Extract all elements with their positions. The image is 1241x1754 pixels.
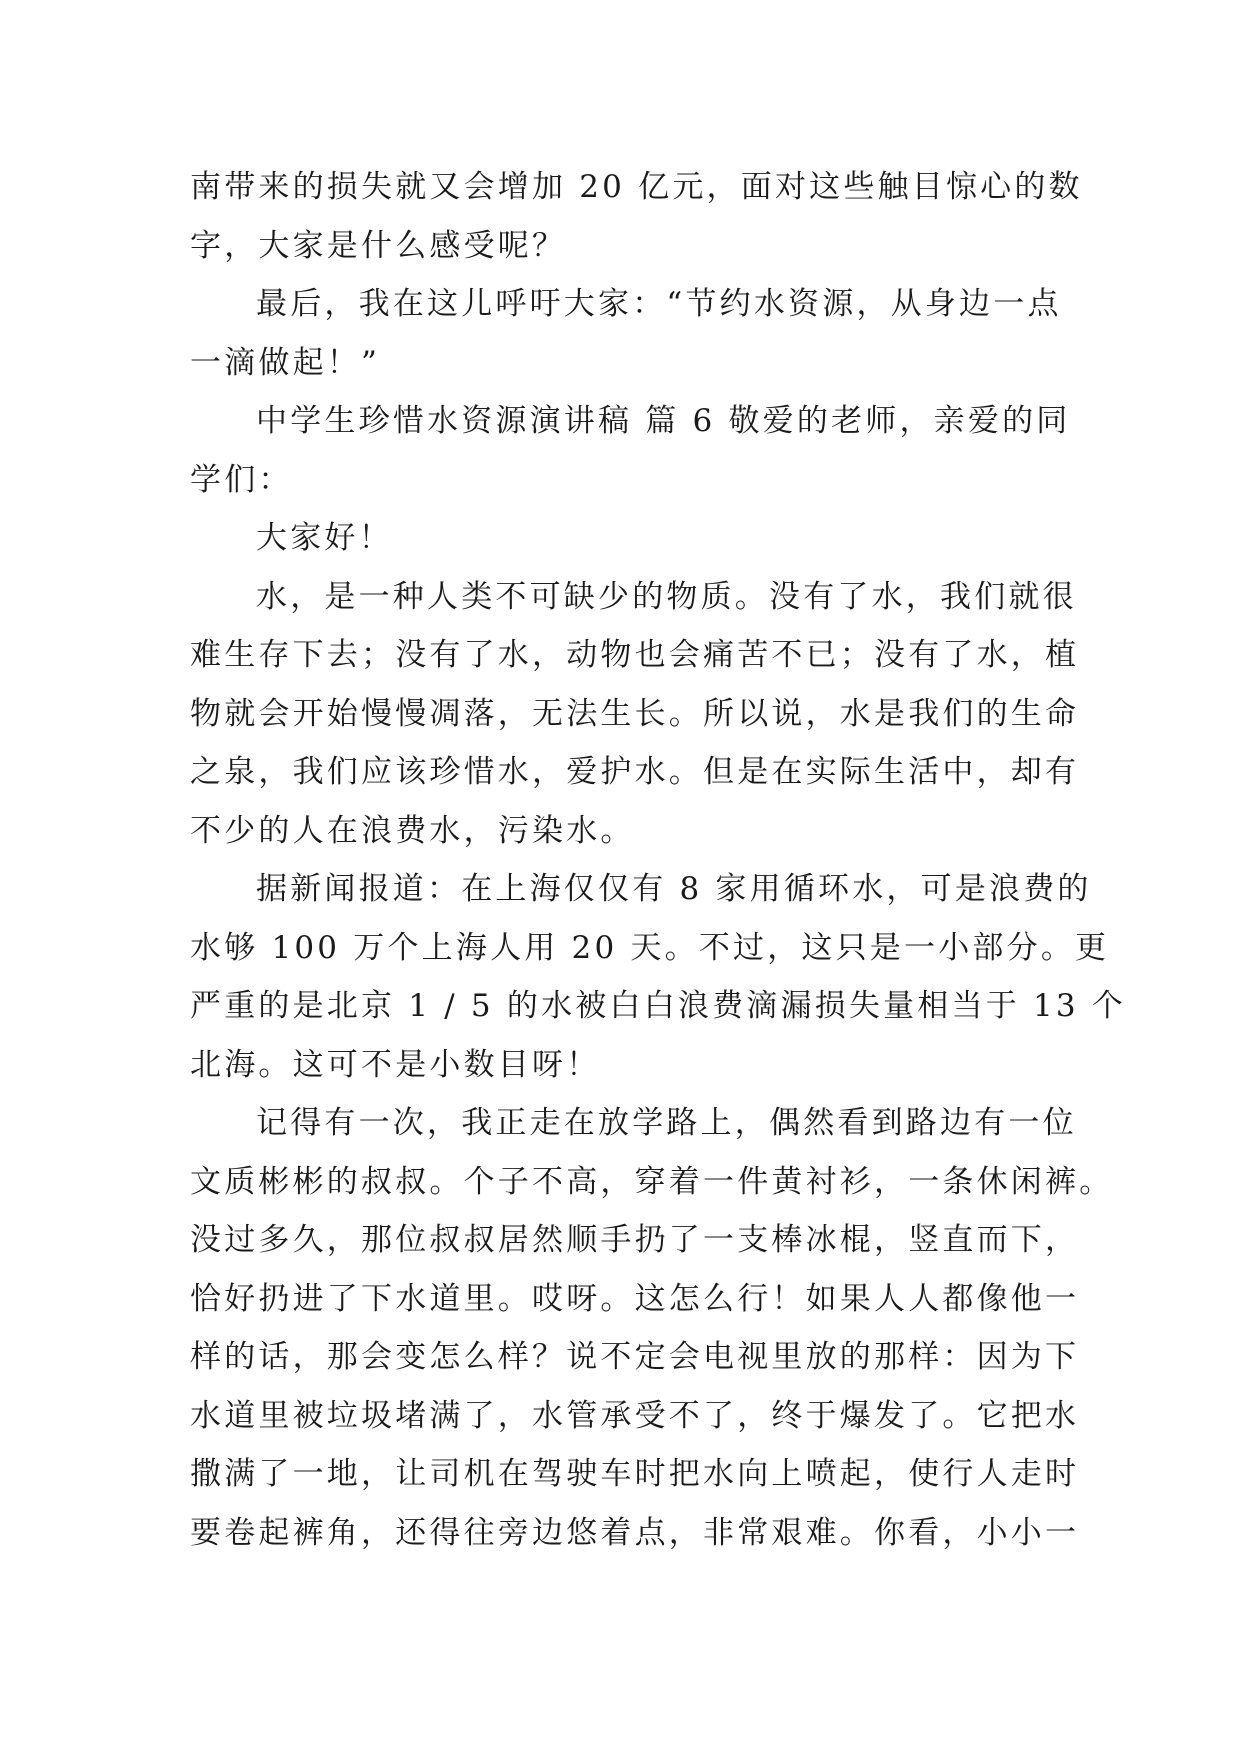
text-line: 字，大家是什么感受呢？ (190, 227, 567, 264)
text-line: 水够 100 万个上海人用 20 天。不过，这只是一小部分。更 (190, 929, 1110, 966)
text-line: 难生存下去；没有了水，动物也会痛苦不已；没有了水，植 (190, 637, 1080, 673)
text-line: 据新闻报道：在上海仅仅有 8 家用循环水，可是浪费的 (256, 871, 1092, 907)
text-line: 撒满了一地，让司机在驾驶车时把水向上喷起，使行人走时 (190, 1456, 1080, 1492)
text-line: 学们： (190, 461, 293, 498)
text-line: 物就会开始慢慢凋落，无法生长。所以说，水是我们的生命 (190, 695, 1080, 732)
text-line: 水道里被垃圾堵满了，水管承受不了，终于爆发了。它把水 (190, 1397, 1080, 1434)
text-line: 水，是一种人类不可缺少的物质。没有了水，我们就很 (256, 578, 1077, 615)
text-line: 样的话，那会变怎么样？说不定会电视里放的那样：因为下 (190, 1339, 1080, 1375)
text-line: 不少的人在浪费水，污染水。 (190, 812, 635, 849)
text-line: 一滴做起！” (190, 344, 381, 381)
text-line: 南带来的损失就又会增加 20 亿元，面对这些触目惊心的数 (190, 169, 1083, 205)
text-line: 北海。这可不是小数目呀！ (190, 1046, 601, 1083)
text-line: 大家好！ (256, 520, 393, 556)
text-line: 文质彬彬的叔叔。个子不高，穿着一件黄衬衫，一条休闲裤。 (190, 1163, 1114, 1200)
text-line: 最后，我在这儿呼吁大家：“节约水资源，从身边一点 (256, 286, 1062, 322)
text-line: 没过多久，那位叔叔居然顺手扔了一支棒冰棍，竖直而下， (190, 1222, 1080, 1258)
text-line: 要卷起裤角，还得往旁边悠着点，非常艰难。你看，小小一 (190, 1514, 1080, 1551)
text-line: 中学生珍惜水资源演讲稿 篇 6 敬爱的老师，亲爱的同 (256, 403, 1071, 439)
text-line: 之泉，我们应该珍惜水，爱护水。但是在实际生活中，却有 (190, 754, 1080, 790)
text-line: 记得有一次，我正走在放学路上，偶然看到路边有一位 (256, 1105, 1077, 1141)
text-line: 严重的是北京 1 / 5 的水被白白浪费滴漏损失量相当于 13 个 (190, 988, 1127, 1024)
text-line: 恰好扔进了下水道里。哎呀。这怎么行！如果人人都像他一 (190, 1280, 1080, 1317)
body-text (190, 158, 1127, 1562)
